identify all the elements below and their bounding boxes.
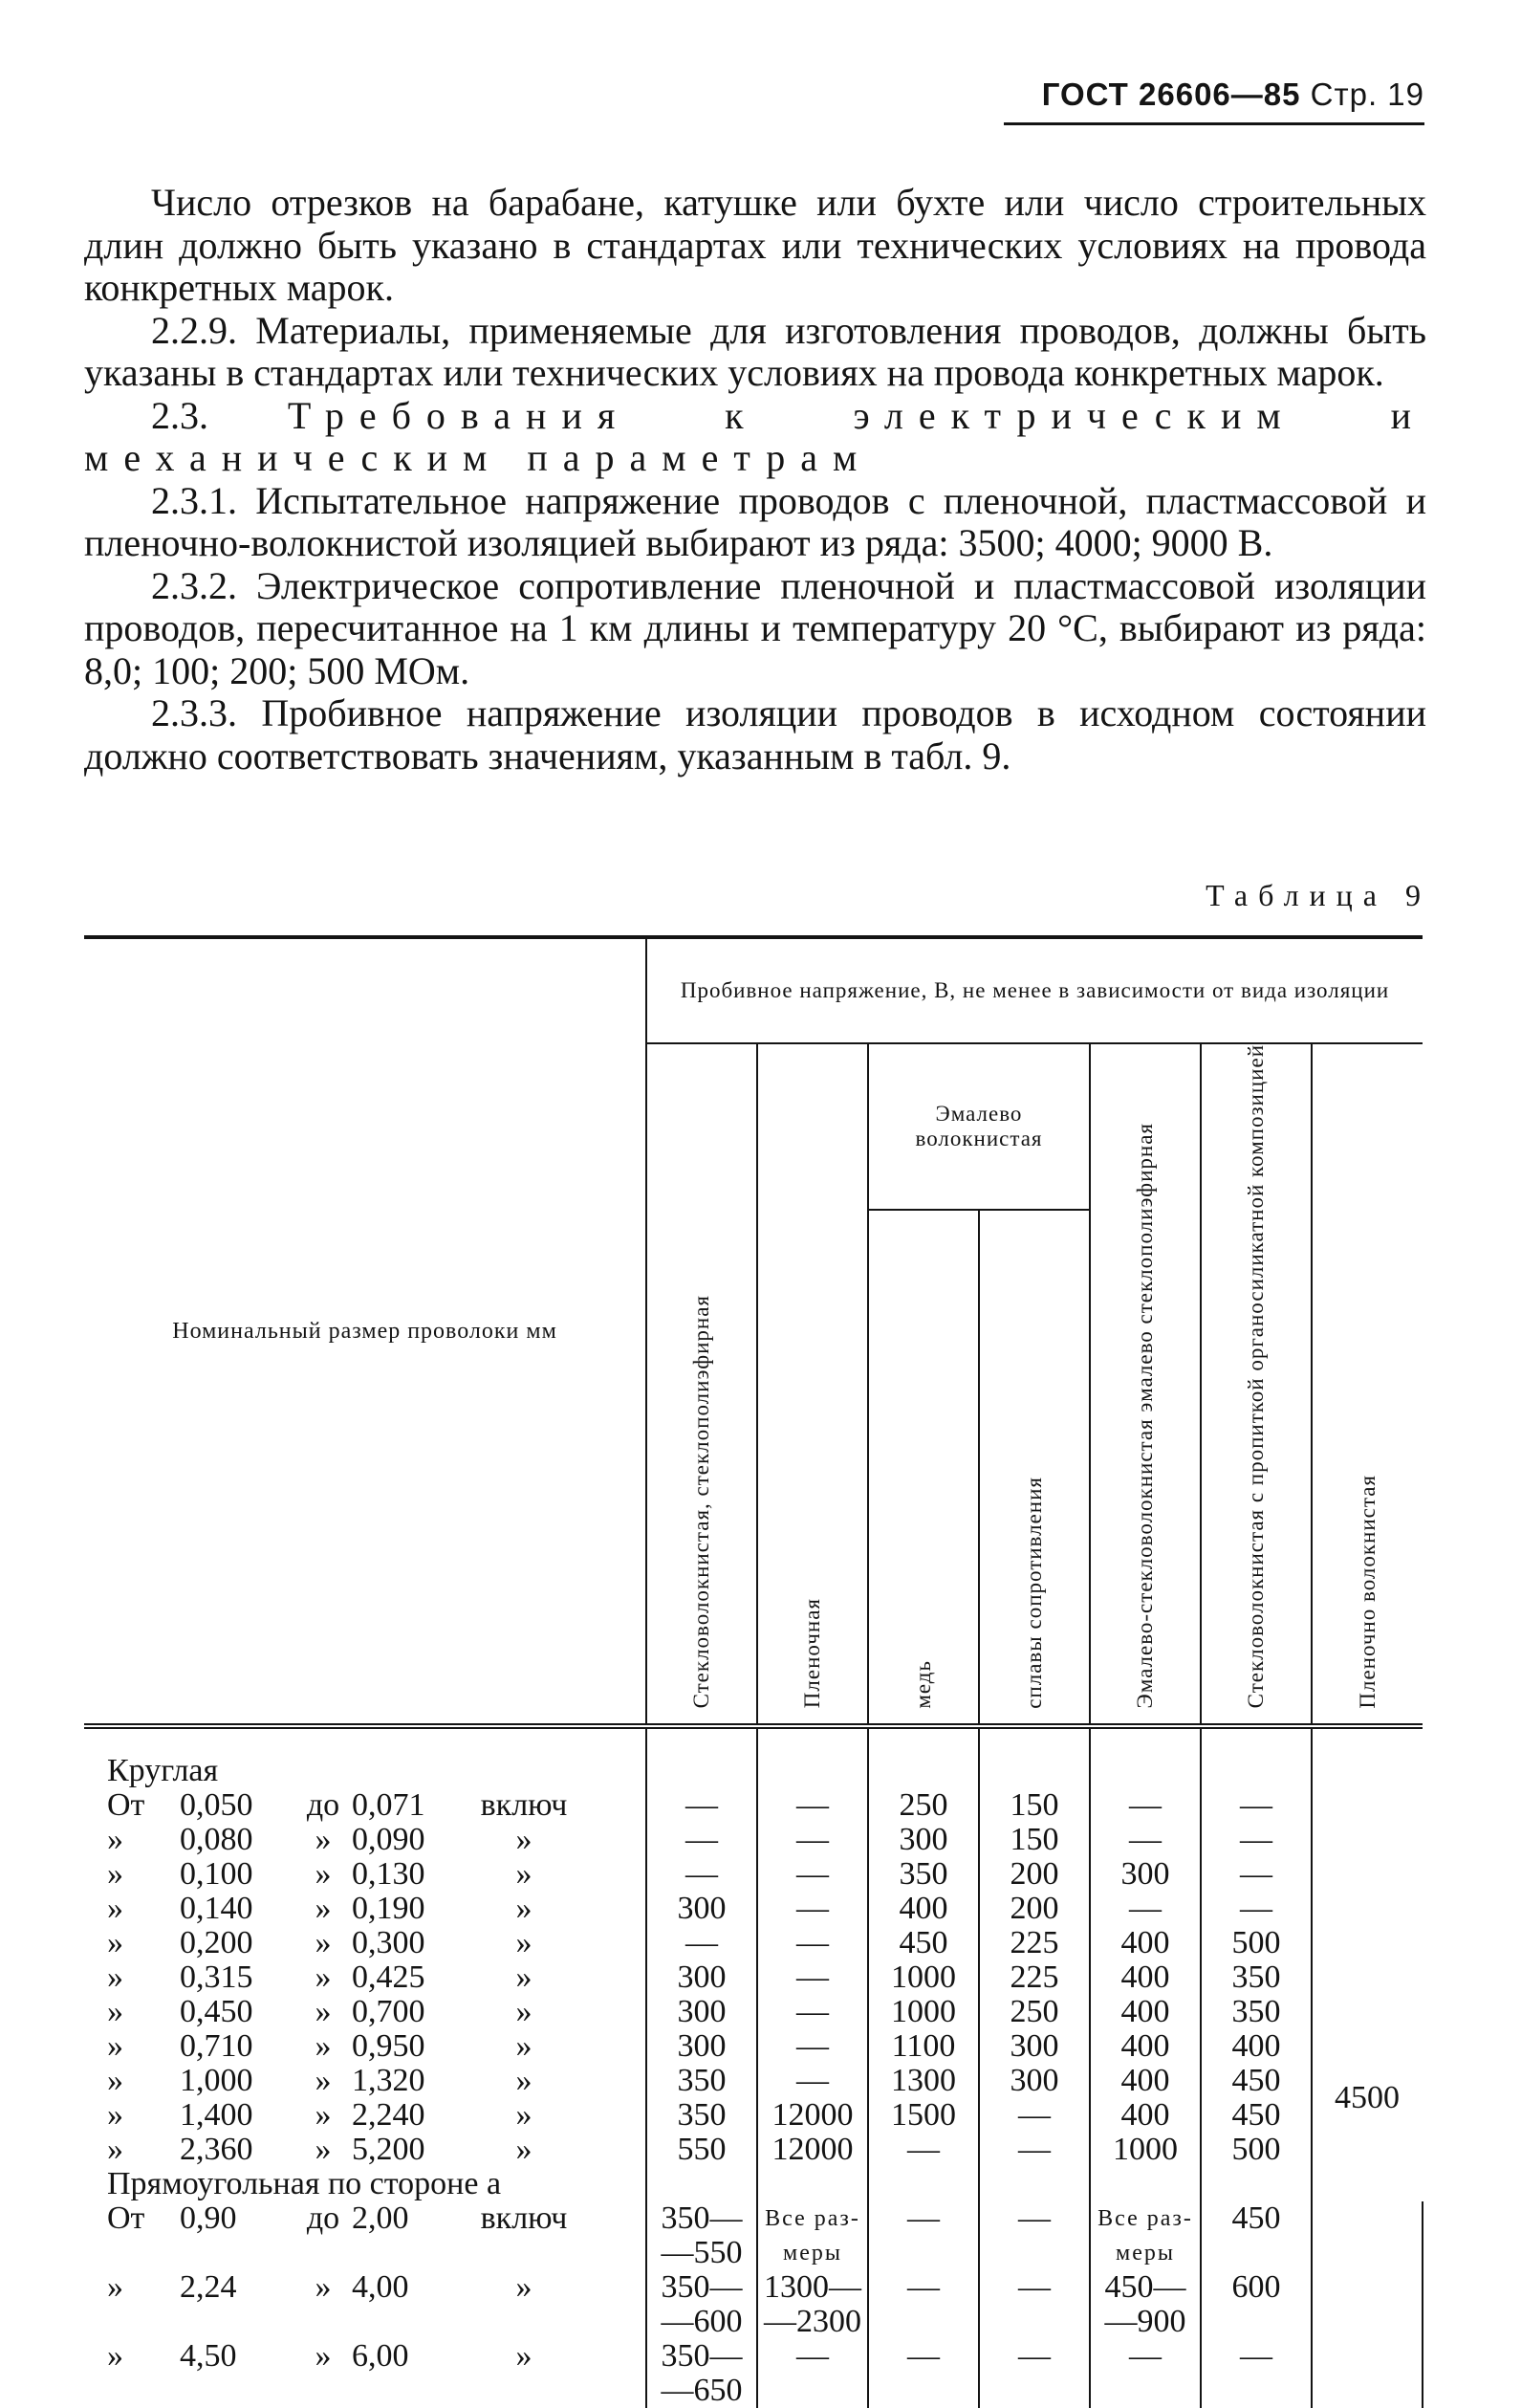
value-cell: 400 [1090, 2098, 1201, 2133]
value-cell: — [979, 2201, 1090, 2270]
section-row-round [84, 1754, 1426, 1788]
value-cell: 300 [646, 2029, 757, 2064]
col-header-film-fiber: Пленочно волокнистая [1312, 1043, 1423, 1726]
nominal-size-cell: » 0,710 » 0,950 » [107, 2028, 532, 2065]
value-cell: Все раз- меры [1090, 2201, 1201, 2270]
table-row [84, 1857, 1426, 1892]
body-text [84, 182, 1426, 777]
value-cell: 300 [646, 1995, 757, 2029]
value-cell: — [646, 1857, 757, 1892]
value-cell: — [757, 2029, 868, 2064]
value-cell: — [979, 2339, 1090, 2408]
value-cell: 300 [1090, 1857, 1201, 1892]
value-cell: 300 [646, 1892, 757, 1926]
value-cell: — [757, 1892, 868, 1926]
value-cell: — [868, 2133, 979, 2167]
value-cell: — [757, 1960, 868, 1995]
col-header-resistance-alloys: сплавы сопротивления [979, 1210, 1090, 1726]
section-row-rect [84, 2167, 1426, 2201]
value-cell: — [757, 1995, 868, 2029]
value-cell: — [979, 2098, 1090, 2133]
table-body [84, 1726, 1426, 2408]
value-cell: 350 [1201, 1960, 1312, 1995]
nominal-size-cell: » 2,24 » 4,00 » [107, 2269, 532, 2306]
value-cell: — [979, 2133, 1090, 2167]
value-cell: 450 [1201, 2201, 1312, 2270]
value-cell: — [868, 2339, 979, 2408]
col-header-glass-fiber: Стекловолокнистая, стеклополиэфирная [646, 1043, 757, 1726]
value-cell: 450 [1201, 2064, 1312, 2098]
value-cell: 1100 [868, 2029, 979, 2064]
paragraph-2-3-heading [84, 395, 1426, 480]
value-cell: 400 [1090, 1995, 1201, 2029]
value-cell: 1300— —2300 [757, 2270, 868, 2339]
paragraph-2-3-3: 2.3.3. Пробивное напряжение изоляции проводов в исходном состоянии должно соответствовать значениям, указанным в табл. 9. [84, 691, 1426, 777]
value-cell: 300 [979, 2029, 1090, 2064]
value-cell: — [1201, 2339, 1312, 2408]
value-cell: 350 [646, 2064, 757, 2098]
enamel-fiber-group-header: Эмалево волокнистая [868, 1043, 1090, 1210]
value-cell: 550 [646, 2133, 757, 2167]
value-cell: 1000 [868, 1960, 979, 1995]
value-cell: 12000 [757, 2133, 868, 2167]
table-row [84, 2270, 1426, 2339]
value-cell: 225 [979, 1926, 1090, 1960]
value-cell: 400 [1090, 1960, 1201, 1995]
value-cell: 400 [1090, 2029, 1201, 2064]
section-title-round: Круглая [107, 1753, 219, 1789]
value-cell: 1300 [868, 2064, 979, 2098]
value-cell: — [646, 1823, 757, 1857]
value-cell: — [757, 1823, 868, 1857]
value-cell: 300 [646, 1960, 757, 1995]
value-cell: — [1090, 1788, 1201, 1823]
nominal-size-cell: » 1,400 » 2,240 » [107, 2097, 532, 2134]
value-cell: 400 [1090, 1926, 1201, 1960]
value-cell: — [1201, 1892, 1312, 1926]
value-cell: — [646, 1926, 757, 1960]
value-cell: 150 [979, 1788, 1090, 1823]
nominal-size-cell: » 0,140 » 0,190 » [107, 1891, 532, 1927]
value-cell: — [757, 2339, 868, 2408]
paragraph-2-3-1: 2.3.1. Испытательное напряжение проводов с пленочной, пластмассовой и пленочно-волокнистой изоляцией выбирают из ряда: 3500; 4000; 9000 В. [84, 478, 1426, 564]
col-header-enamel-glass: Эмалево-стекловолокнистая эмалево стеклополиэфирная [1090, 1043, 1201, 1726]
value-cell: — [1090, 1892, 1201, 1926]
value-cell: 250 [979, 1995, 1090, 2029]
section-title-rect: Прямоугольная по стороне a [107, 2166, 502, 2202]
value-cell: 400 [1090, 2064, 1201, 2098]
value-cell: — [979, 2270, 1090, 2339]
value-cell: 350— —600 [646, 2270, 757, 2339]
value-cell: 350 [1201, 1995, 1312, 2029]
value-cell: 500 [1201, 1926, 1312, 1960]
nominal-size-header: Номинальный размер проволоки мм [84, 937, 646, 1726]
value-cell: 1500 [868, 2098, 979, 2133]
value-cell: — [757, 1857, 868, 1892]
value-cell: 1000 [868, 1995, 979, 2029]
page-header [1004, 77, 1424, 125]
value-cell: 500 [1201, 2133, 1312, 2167]
value-cell: — [1090, 2339, 1201, 2408]
value-cell: — [757, 2064, 868, 2098]
nominal-size-cell: От 0,90 до 2,00 включ [107, 2200, 568, 2237]
section-title: Требования к электрическим и механическим параметрам [84, 393, 1426, 479]
value-cell: 200 [979, 1892, 1090, 1926]
table-row [84, 1960, 1426, 1995]
value-cell: 200 [979, 1857, 1090, 1892]
value-cell: — [868, 2201, 979, 2270]
table-row [84, 2098, 1426, 2133]
value-cell: 350— —650 [646, 2339, 757, 2408]
table-row [84, 2029, 1426, 2064]
value-cell: 300 [868, 1823, 979, 1857]
nominal-size-cell: » 0,100 » 0,130 » [107, 1856, 532, 1893]
nominal-size-cell: » 4,50 » 6,00 » [107, 2338, 532, 2375]
film-fiber-value: 4500 [1312, 1788, 1423, 2408]
section-number: 2.3. [151, 393, 208, 437]
nominal-size-cell: » 0,450 » 0,700 » [107, 1994, 532, 2030]
value-cell: 400 [868, 1892, 979, 1926]
value-cell: 350 [868, 1857, 979, 1892]
table-row [84, 2133, 1426, 2167]
paragraph-1: Число отрезков на барабане, катушке или бухте или число строительных длин должно быть указано в стандартах или технических условиях на провода конкретных марок. [84, 181, 1426, 309]
table-row [84, 2064, 1426, 2098]
value-cell: Все раз- меры [757, 2201, 868, 2270]
nominal-size-cell: От 0,050 до 0,071 включ [107, 1787, 568, 1824]
table-row [84, 2339, 1426, 2408]
value-cell: 250 [868, 1788, 979, 1823]
value-cell: — [646, 1788, 757, 1823]
breakdown-voltage-table [84, 935, 1426, 2408]
paragraph-2-2-9: 2.2.9. Материалы, применяемые для изготовления проводов, должны быть указаны в стандартах или технических условиях на провода конкретных марок. [84, 308, 1426, 394]
value-cell: 450— —900 [1090, 2270, 1201, 2339]
nominal-size-cell: » 1,000 » 1,320 » [107, 2063, 532, 2099]
value-cell: 150 [979, 1823, 1090, 1857]
paragraph-2-3-2: 2.3.2. Электрическое сопротивление пленочной и пластмассовой изоляции проводов, пересчитанное на 1 км длины и температуру 20 °С, выбирают из ряда: 8,0; 100; 200; 500 МОм. [84, 563, 1426, 692]
value-cell: 225 [979, 1960, 1090, 1995]
table-row [84, 1926, 1426, 1960]
value-cell: 300 [979, 2064, 1090, 2098]
nominal-size-cell: » 0,200 » 0,300 » [107, 1925, 532, 1961]
breakdown-group-header: Пробивное напряжение, В, не менее в зависимости от вида изоляции [646, 937, 1423, 1043]
value-cell: 600 [1201, 2270, 1312, 2339]
value-cell: — [868, 2270, 979, 2339]
value-cell: — [1201, 1788, 1312, 1823]
value-cell: — [757, 1926, 868, 1960]
value-cell: 400 [1201, 2029, 1312, 2064]
gost-number: ГОСТ 26606—85 [1041, 77, 1301, 112]
value-cell: 350— —550 [646, 2201, 757, 2270]
value-cell: — [1201, 1823, 1312, 1857]
col-header-copper: медь [868, 1210, 979, 1726]
table-row [84, 1995, 1426, 2029]
table-row [84, 1892, 1426, 1926]
col-header-film: Пленочная [757, 1043, 868, 1726]
value-cell: 12000 [757, 2098, 868, 2133]
value-cell: — [1201, 1857, 1312, 1892]
nominal-size-cell: » 0,315 » 0,425 » [107, 1959, 532, 1996]
table-row [84, 1788, 1426, 1823]
value-cell: 450 [1201, 2098, 1312, 2133]
value-cell: 450 [868, 1926, 979, 1960]
value-cell: — [1090, 1823, 1201, 1857]
value-cell: 350 [646, 2098, 757, 2133]
value-cell: — [757, 1788, 868, 1823]
table-row [84, 1823, 1426, 1857]
table-label: Таблица 9 [1206, 878, 1431, 912]
page-number: Стр. 19 [1310, 77, 1424, 112]
value-cell: 1000 [1090, 2133, 1201, 2167]
table-row [84, 2201, 1426, 2270]
nominal-size-cell: » 2,360 » 5,200 » [107, 2132, 532, 2168]
col-header-glass-impregnated: Стекловолокнистая с пропиткой органосиликатной композицией [1201, 1043, 1312, 1726]
nominal-size-cell: » 0,080 » 0,090 » [107, 1822, 532, 1858]
